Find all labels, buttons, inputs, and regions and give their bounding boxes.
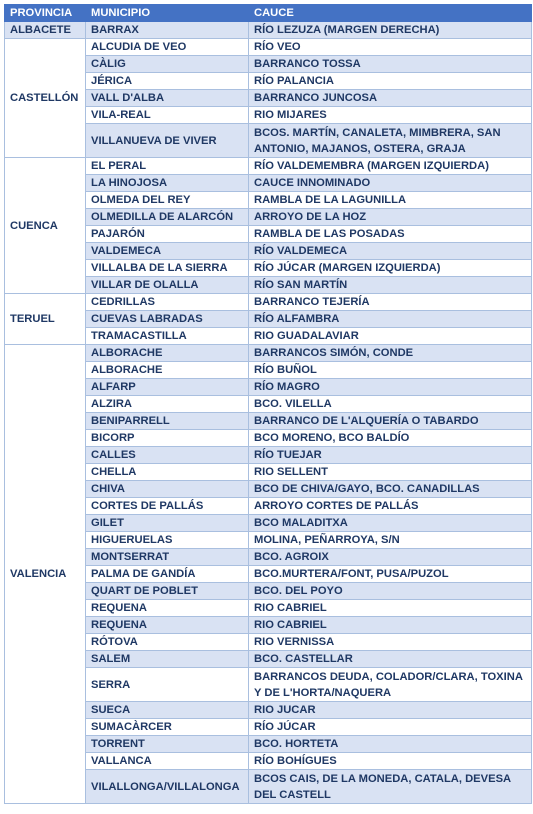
cauce-cell: RIO JUCAR — [249, 702, 532, 719]
municipio-cell: CEDRILLAS — [86, 294, 249, 311]
provincia-cell: CUENCA — [5, 158, 86, 294]
municipio-cell: VILA-REAL — [86, 107, 249, 124]
header-provincia: PROVINCIA — [5, 5, 86, 22]
table-body — [5, 22, 532, 804]
cauce-cell: RAMBLA DE LAS POSADAS — [249, 226, 532, 243]
cauce-cell: BCO.MURTERA/FONT, PUSA/PUZOL — [249, 566, 532, 583]
municipio-cell: JÉRICA — [86, 73, 249, 90]
cauce-cell: BARRANCOS DEUDA, COLADOR/CLARA, TOXINA Y DE L'HORTA/NAQUERA — [249, 668, 532, 702]
municipio-cell: PAJARÓN — [86, 226, 249, 243]
municipio-cell: OLMEDILLA DE ALARCÓN — [86, 209, 249, 226]
cauce-cell: BCO DE CHIVA/GAYO, BCO. CANADILLAS — [249, 481, 532, 498]
municipio-cell: CUEVAS LABRADAS — [86, 311, 249, 328]
cauce-cell: BCOS. MARTÍN, CANALETA, MIMBRERA, SAN ANTONIO, MAJANOS, OSTERA, GRAJA — [249, 124, 532, 158]
cauce-cell: RAMBLA DE LA LAGUNILLA — [249, 192, 532, 209]
cauce-cell: RÍO TUEJAR — [249, 447, 532, 464]
municipio-cell: QUART DE POBLET — [86, 583, 249, 600]
municipio-cell: OLMEDA DEL REY — [86, 192, 249, 209]
cauce-cell: CAUCE INNOMINADO — [249, 175, 532, 192]
cauce-cell: RÍO VALDEMEMBRA (MARGEN IZQUIERDA) — [249, 158, 532, 175]
cauce-cell: BCO. CASTELLAR — [249, 651, 532, 668]
municipio-cell: SALEM — [86, 651, 249, 668]
municipio-cell: CHELLA — [86, 464, 249, 481]
cauce-cell: BCO. AGROIX — [249, 549, 532, 566]
table-row — [5, 22, 532, 39]
cauce-cell: RIO MIJARES — [249, 107, 532, 124]
municipio-cell: LA HINOJOSA — [86, 175, 249, 192]
cauce-cell: BCO. HORTETA — [249, 736, 532, 753]
provincia-cell: VALENCIA — [5, 345, 86, 804]
cauce-cell: BARRANCO DE L'ALQUERÍA O TABARDO — [249, 413, 532, 430]
table-row — [5, 158, 532, 175]
provincia-cell: CASTELLÓN — [5, 39, 86, 158]
table-row — [5, 39, 532, 56]
municipio-cell: VALDEMECA — [86, 243, 249, 260]
municipio-cell: CORTES DE PALLÁS — [86, 498, 249, 515]
cauce-cell: BARRANCO JUNCOSA — [249, 90, 532, 107]
cauce-cell: RÍO BUÑOL — [249, 362, 532, 379]
header-row — [5, 5, 532, 22]
cauce-cell: BCO. VILELLA — [249, 396, 532, 413]
cauce-cell: ARROYO CORTES DE PALLÁS — [249, 498, 532, 515]
municipio-cell: CALLES — [86, 447, 249, 464]
municipio-cell: TORRENT — [86, 736, 249, 753]
cauce-cell: BARRANCO TOSSA — [249, 56, 532, 73]
cauce-cell: RIO CABRIEL — [249, 600, 532, 617]
cauce-cell: RÍO BOHÍGUES — [249, 753, 532, 770]
municipio-cell: EL PERAL — [86, 158, 249, 175]
municipio-cell: HIGUERUELAS — [86, 532, 249, 549]
header-municipio: MUNICIPIO — [86, 5, 249, 22]
table-row — [5, 345, 532, 362]
cauce-cell: BARRANCO TEJERÍA — [249, 294, 532, 311]
cauce-cell: RIO VERNISSA — [249, 634, 532, 651]
cauce-cell: BCO. DEL POYO — [249, 583, 532, 600]
municipio-cell: CÀLIG — [86, 56, 249, 73]
cauce-cell: RÍO MAGRO — [249, 379, 532, 396]
cauce-cell: RÍO PALANCIA — [249, 73, 532, 90]
cauce-cell: RIO CABRIEL — [249, 617, 532, 634]
municipio-cell: BICORP — [86, 430, 249, 447]
cauce-cell: RÍO JÚCAR (MARGEN IZQUIERDA) — [249, 260, 532, 277]
municipio-cell: GILET — [86, 515, 249, 532]
municipio-cell: SUMACÀRCER — [86, 719, 249, 736]
provincia-cell: ALBACETE — [5, 22, 86, 39]
municipio-cell: REQUENA — [86, 617, 249, 634]
provincia-cell: TERUEL — [5, 294, 86, 345]
municipio-cell: ALZIRA — [86, 396, 249, 413]
municipio-cell: RÓTOVA — [86, 634, 249, 651]
cauce-cell: RÍO JÚCAR — [249, 719, 532, 736]
municipio-cell: VILLANUEVA DE VIVER — [86, 124, 249, 158]
municipio-cell: ALBORACHE — [86, 345, 249, 362]
municipio-cell: BARRAX — [86, 22, 249, 39]
header-cauce: CAUCE — [249, 5, 532, 22]
cauce-cell: RÍO LEZUZA (MARGEN DERECHA) — [249, 22, 532, 39]
cauce-cell: ARROYO DE LA HOZ — [249, 209, 532, 226]
table-row — [5, 294, 532, 311]
cauce-cell: MOLINA, PEÑARROYA, S/N — [249, 532, 532, 549]
cauce-cell: BCOS CAIS, DE LA MONEDA, CATALA, DEVESA DEL CASTELL — [249, 770, 532, 804]
municipio-cell: TRAMACASTILLA — [86, 328, 249, 345]
cauce-cell: RÍO ALFAMBRA — [249, 311, 532, 328]
municipio-cell: ALCUDIA DE VEO — [86, 39, 249, 56]
municipio-cell: MONTSERRAT — [86, 549, 249, 566]
municipio-cell: VILLALBA DE LA SIERRA — [86, 260, 249, 277]
cauce-cell: RIO SELLENT — [249, 464, 532, 481]
municipio-cell: VALL D'ALBA — [86, 90, 249, 107]
municipio-cell: ALFARP — [86, 379, 249, 396]
municipio-cell: VILALLONGA/VILLALONGA — [86, 770, 249, 804]
cauce-cell: BARRANCOS SIMÓN, CONDE — [249, 345, 532, 362]
municipio-cell: SUECA — [86, 702, 249, 719]
municipio-cell: PALMA DE GANDÍA — [86, 566, 249, 583]
municipio-cell: CHIVA — [86, 481, 249, 498]
municipio-cell: SERRA — [86, 668, 249, 702]
cauce-cell: RÍO VEO — [249, 39, 532, 56]
municipio-cell: VILLAR DE OLALLA — [86, 277, 249, 294]
municipio-cell: ALBORACHE — [86, 362, 249, 379]
cauce-cell: BCO MALADITXA — [249, 515, 532, 532]
cauce-cell: RIO GUADALAVIAR — [249, 328, 532, 345]
cauce-cell: RÍO SAN MARTÍN — [249, 277, 532, 294]
municipio-cell: BENIPARRELL — [86, 413, 249, 430]
cauces-table — [4, 4, 532, 804]
cauce-cell: RÍO VALDEMECA — [249, 243, 532, 260]
cauce-cell: BCO MORENO, BCO BALDÍO — [249, 430, 532, 447]
municipio-cell: VALLANCA — [86, 753, 249, 770]
municipio-cell: REQUENA — [86, 600, 249, 617]
